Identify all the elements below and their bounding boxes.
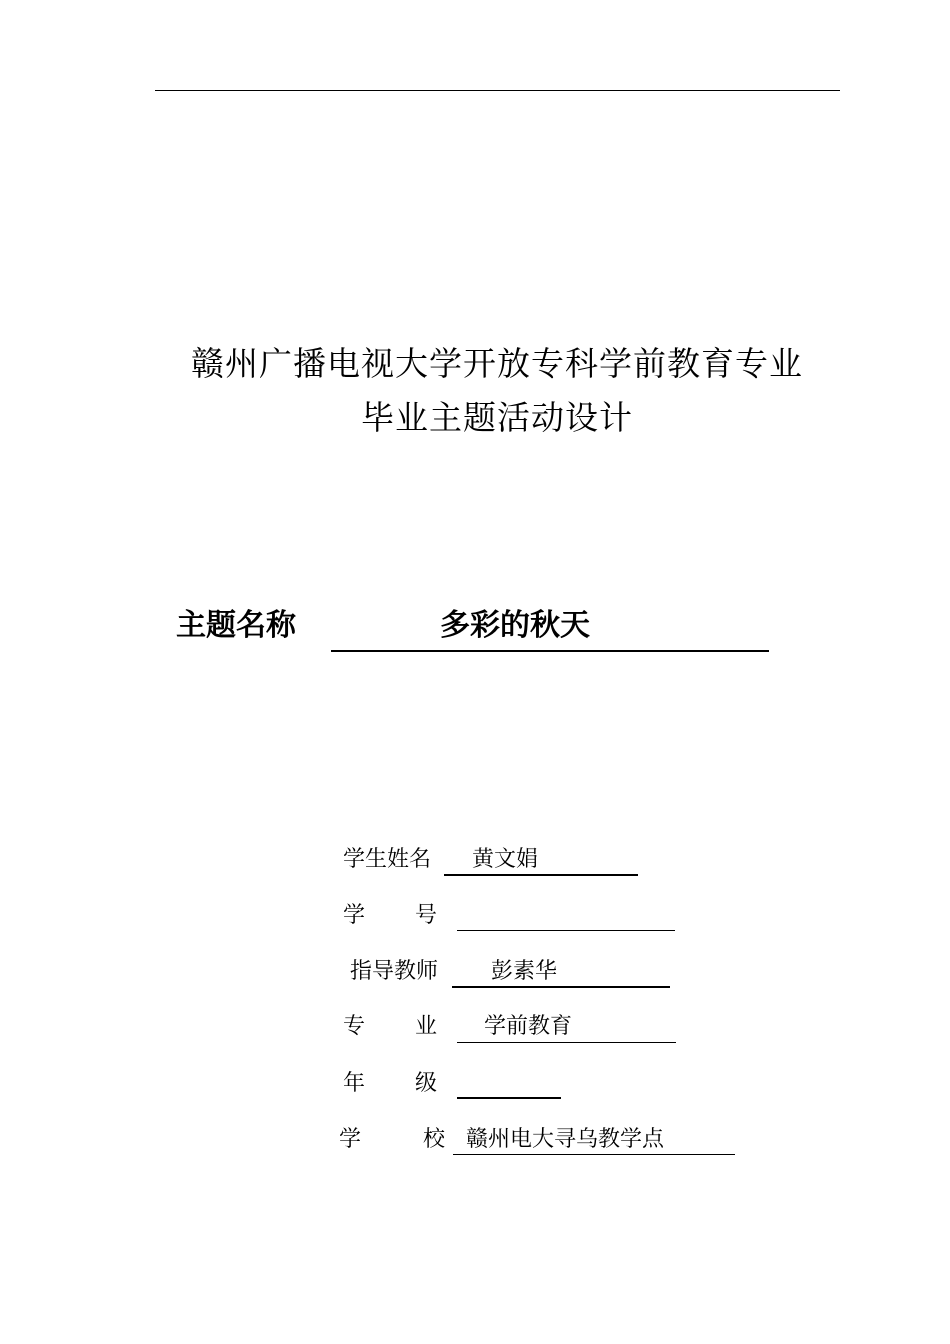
topic-name-label: 主题名称 [176, 608, 296, 643]
school-underline [453, 1154, 735, 1155]
student-name-value: 黄文娟 [472, 847, 539, 872]
topic-name-value: 多彩的秋天 [440, 608, 590, 643]
document-title-line-1: 赣州广播电视大学开放专科学前教育专业 [191, 344, 803, 383]
grade-underline [457, 1097, 561, 1099]
major-underline [457, 1042, 676, 1043]
topic-name-underline [331, 650, 769, 652]
student-id-label: 学 号 [343, 903, 440, 928]
document-title-line-2: 毕业主题活动设计 [361, 398, 633, 437]
student-name-label: 学生姓名 [343, 847, 432, 872]
advisor-label: 指导教师 [350, 959, 439, 984]
advisor-underline [452, 986, 670, 988]
student-name-underline [444, 874, 638, 876]
major-value: 学前教育 [484, 1014, 573, 1039]
student-id-underline [457, 930, 675, 931]
major-label: 专 业 [343, 1014, 440, 1039]
school-label: 学 校 [339, 1127, 452, 1152]
header-rule [155, 90, 840, 91]
grade-label: 年 级 [343, 1071, 440, 1096]
advisor-value: 彭素华 [491, 959, 558, 984]
school-value: 赣州电大寻乌教学点 [466, 1127, 665, 1152]
